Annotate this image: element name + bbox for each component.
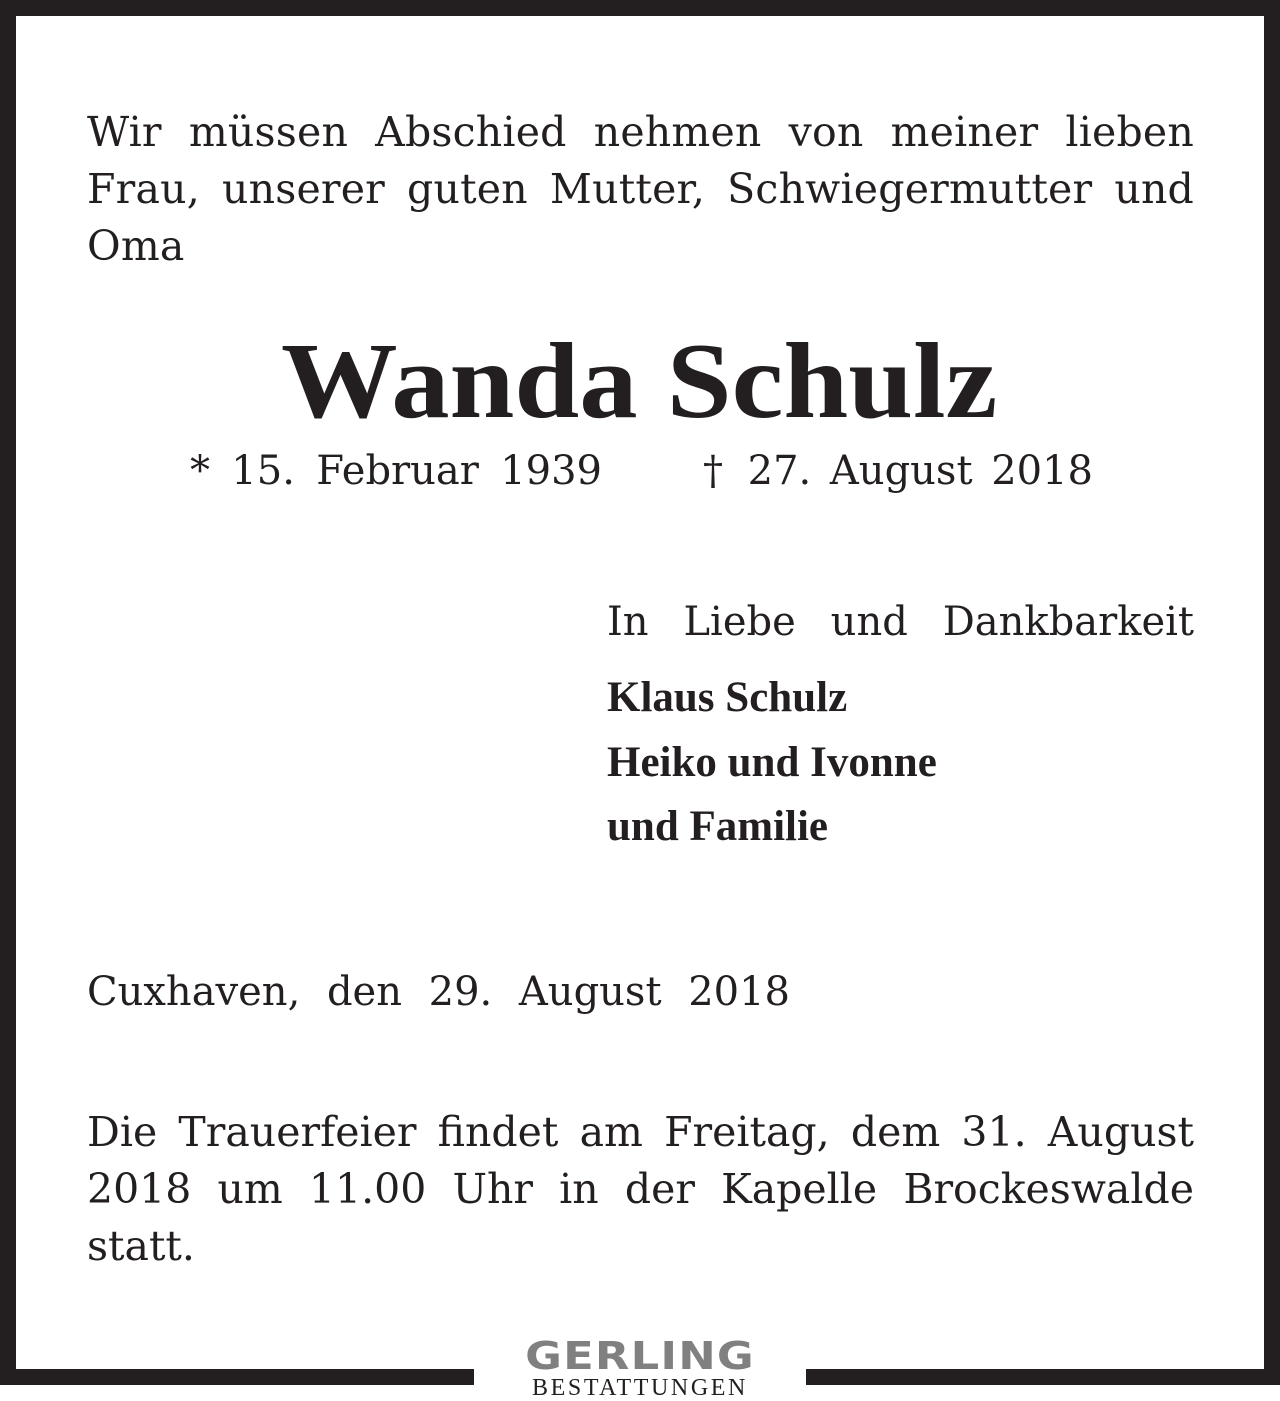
frame-border-bottom-right xyxy=(806,1369,1280,1385)
intro-line: Oma xyxy=(87,222,185,270)
place-and-date: Cuxhaven, den 29. August 2018 xyxy=(87,969,790,1015)
ceremony-line: Die Trauerfeier findet am Freitag, dem 31. August xyxy=(87,1108,1194,1156)
mourner-name: Klaus Schulz xyxy=(607,674,848,721)
mourner-name: Heiko und Ivonne xyxy=(607,739,937,786)
mourner-name: und Familie xyxy=(607,803,829,850)
intro-line: Wir müssen Abschied nehmen von meiner lieben xyxy=(87,108,1194,156)
mourners-block xyxy=(607,596,1194,850)
closing-phrase: In Liebe und Dankbarkeit xyxy=(607,599,1194,645)
ceremony-line: 2018 um 11.00 Uhr in der Kapelle Brockeswalde xyxy=(87,1165,1194,1213)
intro-text xyxy=(87,104,1194,275)
birth-date: * 15. Februar 1939 xyxy=(190,448,602,494)
ceremony-info xyxy=(87,1104,1194,1275)
logo-name: GERLING xyxy=(525,1334,755,1378)
death-date: † 27. August 2018 xyxy=(703,448,1093,494)
ceremony-line: statt. xyxy=(87,1222,195,1270)
logo-subtitle: BESTATTUNGEN xyxy=(532,1375,748,1401)
frame-border-bottom-left xyxy=(0,1369,474,1385)
frame-border-top xyxy=(0,0,1280,16)
intro-line: Frau, unserer guten Mutter, Schwiegermutter und xyxy=(87,165,1194,213)
deceased-name: Wanda Schulz xyxy=(281,322,998,441)
frame-border-right xyxy=(1264,0,1280,1385)
frame-border-left xyxy=(0,0,16,1385)
funeral-home-logo xyxy=(474,1336,806,1399)
